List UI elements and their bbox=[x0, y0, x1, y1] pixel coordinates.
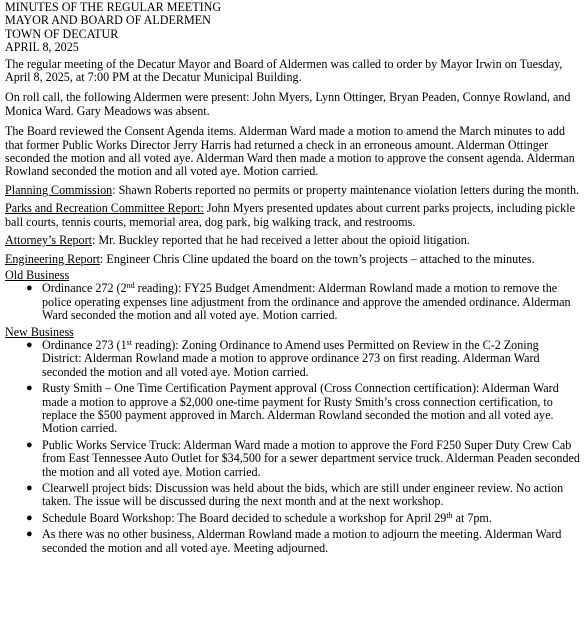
list-item: ● Ordinance 273 (1st reading): Zoning Ordinance to Amend uses Permitted on Review in the C-2 Zoning District: Alderman Rowland made a motion to approve ordinance 273 on first reading. Alderman Ward seconded the motion and all voted aye. Motion carried. bbox=[26, 337, 540, 379]
bullet-icon: ● bbox=[26, 338, 33, 351]
bullet-icon: ● bbox=[26, 511, 33, 524]
bullet-icon: ● bbox=[26, 482, 33, 494]
attorney-report bbox=[5, 234, 581, 247]
planning-commission-report bbox=[5, 184, 581, 197]
header-town: TOWN OF DECATUR bbox=[5, 26, 119, 41]
list-item: ● Schedule Board Workshop: The Board decided to schedule a workshop for April 29th at 7pm. bbox=[26, 510, 492, 525]
engineering-report bbox=[5, 253, 581, 266]
header-body: MAYOR AND BOARD OF ALDERMEN bbox=[5, 13, 211, 28]
header-date: APRIL 8, 2025 bbox=[5, 40, 79, 55]
new-business-heading: New Business bbox=[5, 324, 74, 339]
parks-recreation-text: John Myers presented updates about current parks projects, including pickle ball courts, tennis courts, memorial area, dog park, big walking track, and restrooms. bbox=[5, 201, 575, 229]
attorney-report-text: : Mr. Buckley reported that he had received a letter about the opioid litigation. bbox=[92, 233, 470, 248]
engineering-report-label: Engineering Report bbox=[5, 251, 101, 266]
bullet-icon: ● bbox=[26, 382, 33, 395]
attorney-report-label: Attorney’s Report bbox=[5, 233, 92, 248]
old-business-list bbox=[5, 282, 581, 322]
bullet-icon: ● bbox=[26, 282, 33, 295]
new-business-list bbox=[5, 339, 581, 555]
call-to-order-paragraph: The regular meeting of the Decatur Mayor and Board of Aldermen was called to order by Mayor Irwin on Tuesday, April 8, 2025, at 7:00 PM at the Decatur Municipal Building. bbox=[5, 56, 563, 85]
planning-commission-text: : Shawn Roberts reported no permits or property maintenance violation letters during the month. bbox=[112, 182, 580, 197]
list-item: ● Public Works Service Truck: Alderman Ward made a motion to approve the Ford F250 Super Duty Crew Cab from East Tennessee Auto Outlet for $34,500 for a sewer department service truck. Alderman Peaden seconded the motion and all voted aye. Motion carried. bbox=[26, 437, 580, 479]
header-title: MINUTES OF THE REGULAR MEETING bbox=[5, 0, 222, 14]
list-item: ● As there was no other business, Alderman Rowland made a motion to adjourn the meeting. Alderman Ward seconded the motion and all voted aye. Meeting adjourned. bbox=[26, 527, 562, 555]
planning-commission-label: Planning Commission bbox=[5, 182, 113, 197]
bullet-icon: ● bbox=[26, 528, 33, 541]
parks-recreation-label: Parks and Recreation Committee Report: bbox=[5, 201, 204, 216]
list-item: ● Clearwell project bids: Discussion was held about the bids, which are still under engineer review. No action taken. The issue will be discussed during the next month and at the next workshop. bbox=[26, 481, 564, 509]
list-item: ● Rusty Smith – One Time Certification Payment approval (Cross Connection certification): Alderman Ward made a motion to approve a $2,000 one-time payment for Rusty Smith’s cross connection certification, to replace the $500 payment approved in March. Alderman Rowland seconded the motion and all voted aye. Motion carried. bbox=[26, 381, 559, 436]
list-item: ● Ordinance 272 (2nd reading): FY25 Budget Amendment: Alderman Rowland made a motion to remove the police operating expenses line adjustment from the ordinance and approve the amended ordinance. Alderman Ward seconded the motion and all voted aye. Motion carried. bbox=[26, 281, 571, 323]
old-business-heading: Old Business bbox=[5, 267, 70, 282]
bullet-icon: ● bbox=[26, 438, 33, 451]
document-header bbox=[5, 1, 581, 55]
parks-recreation-report bbox=[5, 202, 581, 229]
engineering-report-text: : Engineer Chris Cline updated the board on the town’s projects – attached to the minutes. bbox=[100, 251, 535, 266]
roll-call-paragraph: On roll call, the following Aldermen were present: John Myers, Lynn Ottinger, Bryan Peaden, Connye Rowland, and Monica Ward. Gary Meadows was absent. bbox=[5, 90, 571, 118]
consent-agenda-paragraph: The Board reviewed the Consent Agenda items. Alderman Ward made a motion to amend the March minutes to add that former Public Works Director Jerry Harris had returned a check in an erroneous amount. Alderman Ottinger seconded the motion and all voted aye. Alderman Ward then made a motion to approve the consent agenda. Alderman Rowland seconded the motion and all voted aye. Motion carried. bbox=[5, 124, 575, 179]
